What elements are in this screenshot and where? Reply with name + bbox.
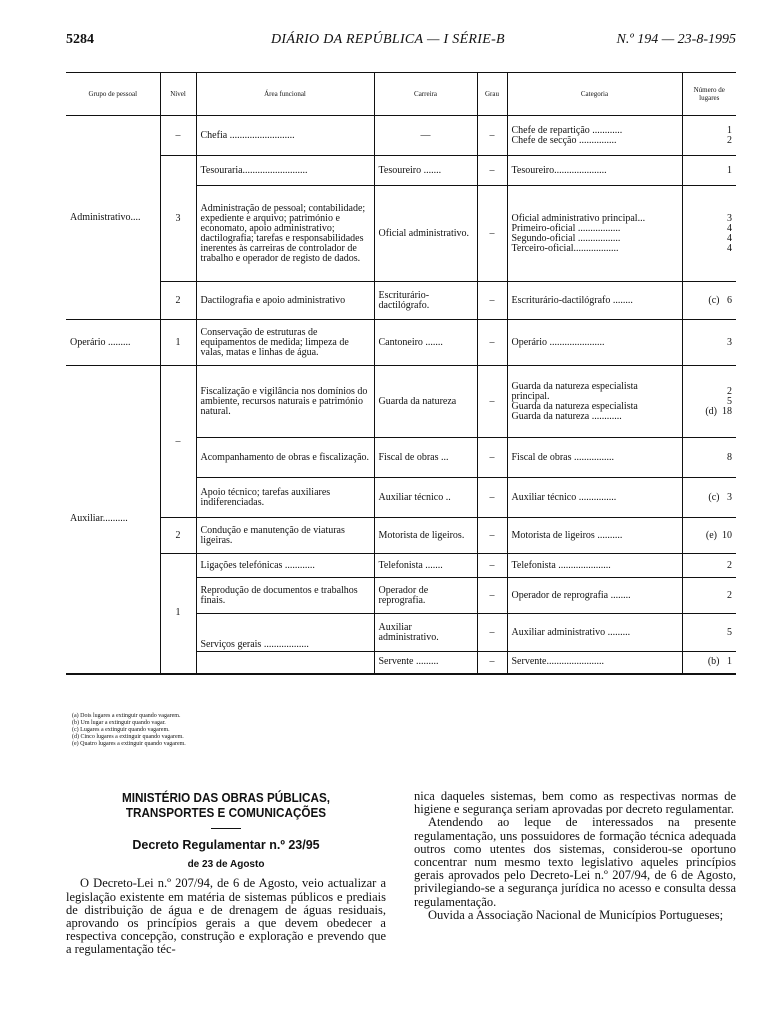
page-number: 5284 xyxy=(66,32,94,47)
lugares-cell: 5 xyxy=(682,614,736,652)
grau-cell: – xyxy=(477,116,507,156)
grau-cell: – xyxy=(477,554,507,578)
area-cell: Fiscalização e vigilância nos domínios do ambiente, recursos naturais e património natural. xyxy=(196,366,374,438)
issue-number: N.º 194 — 23-8-1995 xyxy=(616,32,736,47)
lugares-cell xyxy=(682,652,736,674)
area-cell: Tesouraria.......................... xyxy=(196,156,374,186)
carreira-cell: Fiscal de obras ... xyxy=(374,438,477,478)
categoria-cell: Auxiliar técnico ............... xyxy=(507,478,682,518)
divider xyxy=(211,828,241,829)
carreira-cell: Motorista de ligeiros. xyxy=(374,518,477,554)
categoria-cell: Servente....................... xyxy=(507,652,682,674)
ministry-heading xyxy=(82,790,370,820)
grau-cell: – xyxy=(477,652,507,674)
decree-title: Decreto Regulamentar n.º 23/95 xyxy=(132,838,320,852)
area-cell: Reprodução de documentos e trabalhos finais. xyxy=(196,578,374,614)
grau-cell: – xyxy=(477,518,507,554)
col-header-grau: Grau xyxy=(477,73,507,116)
area-cell: Administração de pessoal; contabilidade; expediente e arquivo; património e economato, apoio administrativo; dactilografia; tarefas e responsabilidades inerentes às carreiras de controlador de trabalho e operador de registo de dados. xyxy=(196,186,374,282)
carreira-cell: — xyxy=(374,116,477,156)
lugares-cell xyxy=(682,478,736,518)
col-header-carreira: Carreira xyxy=(374,73,477,116)
categoria-line: Primeiro-oficial ................. xyxy=(511,222,621,234)
categoria-line: Guarda da natureza ............ xyxy=(511,410,622,422)
table-row xyxy=(66,116,736,156)
carreira-cell: Oficial administrativo. xyxy=(374,186,477,282)
categoria-cell xyxy=(507,186,682,282)
table-row xyxy=(66,554,736,578)
lugares-cell: 8 xyxy=(682,438,736,478)
categoria-cell: Tesoureiro..................... xyxy=(507,156,682,186)
grau-cell: – xyxy=(477,156,507,186)
paragraph: Ouvida a Associação Nacional de Municípios Portugueses; xyxy=(428,907,724,922)
grau-cell: – xyxy=(477,438,507,478)
categoria-line: Guarda da natureza especialista xyxy=(511,400,638,412)
area-cell xyxy=(196,652,374,674)
carreira-cell: Servente ......... xyxy=(374,652,477,674)
categoria-cell xyxy=(507,116,682,156)
grau-cell: – xyxy=(477,366,507,438)
col-header-nivel: Nível xyxy=(160,73,196,116)
footnote: (d) Cinco lugares a extinguir quando vagarem. xyxy=(72,734,184,740)
lugares-value: 2 xyxy=(727,134,732,146)
nivel-cell: 1 xyxy=(160,320,196,366)
group-cell: Auxiliar.......... xyxy=(66,366,160,674)
table-row xyxy=(66,366,736,438)
lugares-value: 3 xyxy=(727,491,732,503)
lugares-value: 6 xyxy=(727,294,732,306)
staff-table xyxy=(66,72,736,675)
nivel-cell: 2 xyxy=(160,282,196,320)
table-row xyxy=(66,518,736,554)
group-cell: Operário ......... xyxy=(66,320,160,366)
lugares-value: 2 xyxy=(727,385,732,397)
categoria-cell xyxy=(507,366,682,438)
carreira-cell: Auxiliar técnico .. xyxy=(374,478,477,518)
page-header xyxy=(66,32,736,52)
table-row xyxy=(66,156,736,186)
categoria-cell: Fiscal de obras ................ xyxy=(507,438,682,478)
nivel-cell: – xyxy=(160,116,196,156)
categoria-cell: Telefonista ..................... xyxy=(507,554,682,578)
grau-cell: – xyxy=(477,282,507,320)
lugares-cell xyxy=(682,366,736,438)
categoria-line: Terceiro-oficial.................. xyxy=(511,242,619,254)
lugares-cell: 1 xyxy=(682,156,736,186)
categoria-cell: Operário ...................... xyxy=(507,320,682,366)
footnote-ref: (b) xyxy=(707,656,720,668)
right-column xyxy=(414,790,736,922)
area-cell: Apoio técnico; tarefas auxiliares indiferenciadas. xyxy=(196,478,374,518)
footnote-ref: (c) xyxy=(708,294,720,306)
footnote-ref: (c) xyxy=(708,491,720,503)
nivel-cell: – xyxy=(160,366,196,518)
grau-cell: – xyxy=(477,478,507,518)
nivel-cell: 1 xyxy=(160,554,196,674)
carreira-cell: Auxiliar administrativo. xyxy=(374,614,477,652)
area-cell: Condução e manutenção de viaturas ligeiras. xyxy=(196,518,374,554)
categoria-line: Chefe de repartição ............ xyxy=(511,124,623,136)
lugares-value: 1 xyxy=(727,656,732,668)
lugares-value: 4 xyxy=(727,232,732,244)
footnotes xyxy=(72,713,186,748)
categoria-cell: Auxiliar administrativo ......... xyxy=(507,614,682,652)
categoria-line: Segundo-oficial ................. xyxy=(511,232,621,244)
lugares-cell xyxy=(682,186,736,282)
carreira-cell: Telefonista ....... xyxy=(374,554,477,578)
area-cell: Ligações telefónicas ............ xyxy=(196,554,374,578)
footnote-ref: (e) xyxy=(705,529,717,541)
col-header-categoria: Categoria xyxy=(507,73,682,116)
carreira-cell: Operador de reprografia. xyxy=(374,578,477,614)
lugares-value: 3 xyxy=(727,212,732,224)
lugares-cell: 2 xyxy=(682,554,736,578)
table-row xyxy=(66,282,736,320)
footnote: (b) Um lugar a extinguir quando vagar. xyxy=(72,720,166,726)
paragraph: Atendendo ao leque de interessados na presente regulamentação, uns possuidores de formação técnica adequada outros como utentes dos sistemas, considerou-se oportuno concentrar num mesmo texto legislativo aqueles princípios gerais aprovados pelo Decreto-Lei n.º 207/94, de 6 de Agosto, privilegiando-se a segurança jurídica no acesso e consulta dessa regulamentação. xyxy=(414,815,736,909)
grau-cell: – xyxy=(477,320,507,366)
categoria-cell: Operador de reprografia ........ xyxy=(507,578,682,614)
col-header-lugares: Número de lugares xyxy=(682,73,736,116)
lugares-cell: 2 xyxy=(682,578,736,614)
lugares-cell xyxy=(682,282,736,320)
col-header-area: Área funcional xyxy=(196,73,374,116)
lugares-value: 5 xyxy=(727,395,732,407)
col-header-grupo: Grupo de pessoal xyxy=(66,73,160,116)
nivel-cell: 3 xyxy=(160,156,196,282)
footnote: (a) Dois lugares a extinguir quando vagarem. xyxy=(72,713,181,719)
decree-date: de 23 de Agosto xyxy=(187,859,265,871)
grau-cell: – xyxy=(477,578,507,614)
lugares-value: 1 xyxy=(727,124,732,136)
footnote-ref: (d) xyxy=(705,405,717,417)
lugares-value: 18 xyxy=(722,405,732,417)
categoria-line: Chefe de secção ............... xyxy=(511,134,617,146)
area-cell: Conservação de estruturas de equipamentos de medida; limpeza de valas, matas e linhas de água. xyxy=(196,320,374,366)
group-cell: Administrativo.... xyxy=(66,116,160,320)
lugares-cell: 3 xyxy=(682,320,736,366)
area-cell: Serviços gerais .................. xyxy=(196,614,374,652)
categoria-line: Guarda da natureza especialista principal. xyxy=(511,380,638,402)
carreira-cell: Escriturário-dactilógrafo. xyxy=(374,282,477,320)
area-cell: Acompanhamento de obras e fiscalização. xyxy=(196,438,374,478)
publication-title: DIÁRIO DA REPÚBLICA — I SÉRIE-B xyxy=(271,32,505,47)
lugares-value: 4 xyxy=(727,222,732,234)
table-header-row xyxy=(66,73,736,116)
categoria-cell: Motorista de ligeiros .......... xyxy=(507,518,682,554)
left-column xyxy=(66,790,386,957)
ministry-line: MINISTÉRIO DAS OBRAS PÚBLICAS, xyxy=(121,790,331,805)
nivel-cell: 2 xyxy=(160,518,196,554)
footnote: (c) Lugares a extinguir quando vagarem. xyxy=(72,727,170,733)
categoria-cell: Escriturário-dactilógrafo ........ xyxy=(507,282,682,320)
lugares-value: 4 xyxy=(727,242,732,254)
carreira-cell: Cantoneiro ....... xyxy=(374,320,477,366)
paragraph: nica daqueles sistemas, bem como as respectivas normas de higiene e segurança seriam aprovadas por decreto regulamentar. xyxy=(414,789,736,817)
categoria-line: Oficial administrativo principal... xyxy=(511,212,646,224)
ministry-line: TRANSPORTES E COMUNICAÇÕES xyxy=(125,805,327,820)
area-cell: Dactilografia e apoio administrativo xyxy=(196,282,374,320)
carreira-cell: Guarda da natureza xyxy=(374,366,477,438)
grau-cell: – xyxy=(477,614,507,652)
paragraph: O Decreto-Lei n.º 207/94, de 6 de Agosto, veio actualizar a legislação existente em matéria de sistemas públicos e prediais de distribuição de água e de drenagem de águas residuais, aprovando os princípios gerais a que devem obedecer a respectiva concepção, construção e exploração e prevendo que a regulamentação téc- xyxy=(66,876,386,957)
carreira-cell: Tesoureiro ....... xyxy=(374,156,477,186)
lugares-cell xyxy=(682,116,736,156)
lugares-value: 10 xyxy=(722,529,732,541)
table-row xyxy=(66,320,736,366)
lugares-cell xyxy=(682,518,736,554)
grau-cell: – xyxy=(477,186,507,282)
footnote: (e) Quatro lugares a extinguir quando vagarem. xyxy=(72,741,186,747)
area-cell: Chefia .......................... xyxy=(196,116,374,156)
